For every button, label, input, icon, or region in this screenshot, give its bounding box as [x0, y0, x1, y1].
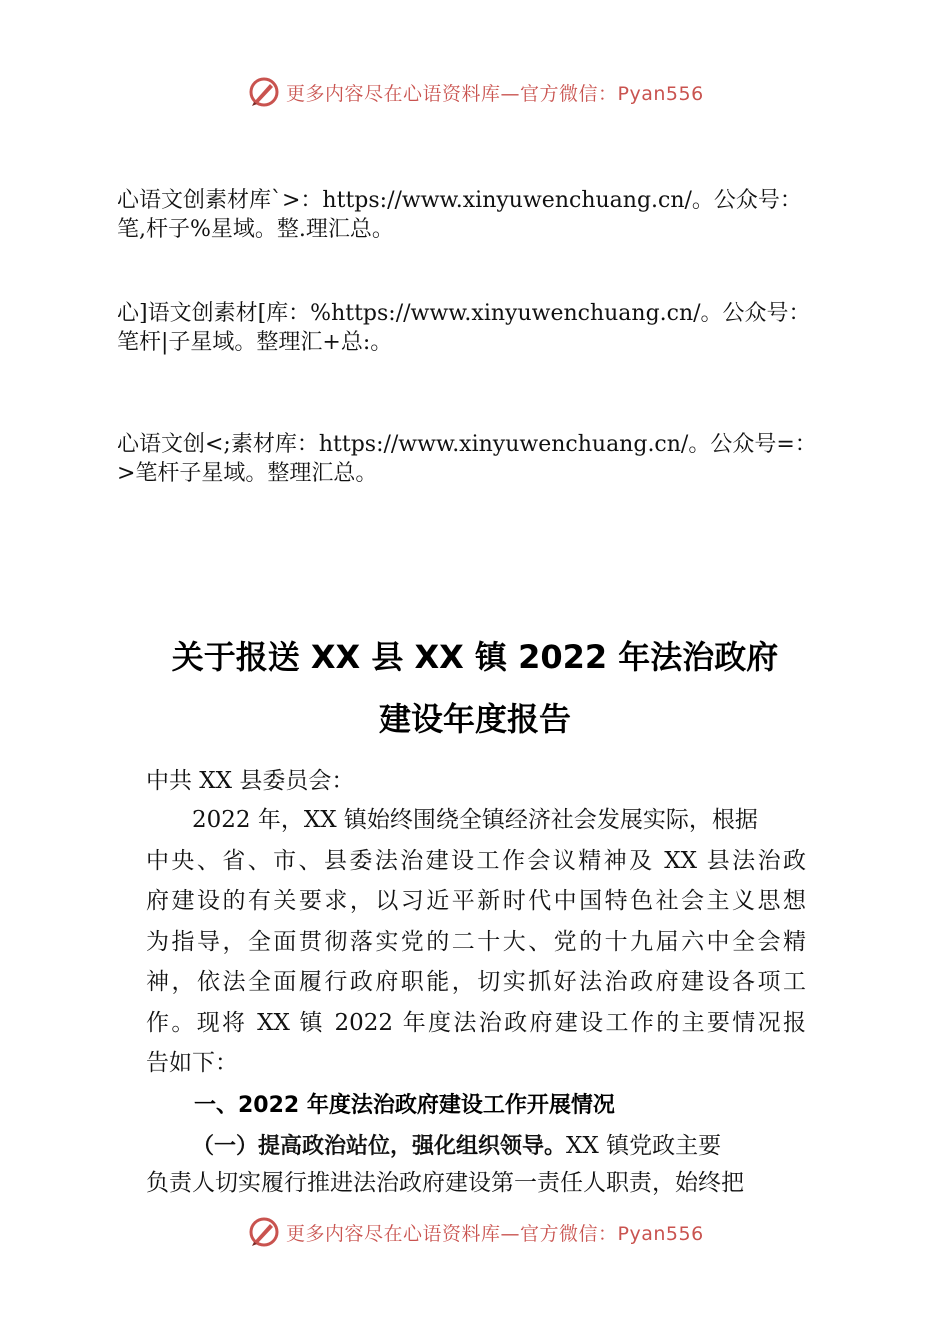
promo-line: 心语文创素材库`>：https://www.xinyuwenchuang.cn/。公众号： [117, 188, 802, 213]
banner-text: 更多内容尽在心语资料库—官方微信：Pyan556 [286, 82, 704, 105]
paragraph-line: 中央、省、市、县委法治建设工作会议精神及 XX 县法治政 [146, 847, 806, 874]
document-title-line-1: 关于报送 XX 县 XX 镇 2022 年法治政府 [171, 638, 779, 676]
paragraph-line: 神，依法全面履行政府职能，切实抓好法治政府建设各项工 [146, 969, 806, 995]
promo-line: >笔杆子星域。整理汇总。 [117, 461, 378, 486]
promo-block-3 [117, 430, 877, 488]
promo-block-2 [117, 299, 877, 357]
document-title-line-2: 建设年度报告 [378, 700, 571, 738]
footer-banner [248, 1214, 704, 1250]
addressee: 中共 XX 县委员会： [146, 768, 355, 794]
paragraph-line: 府建设的有关要求，以习近平新时代中国特色社会主义思想 [146, 888, 806, 914]
promo-line: 心]语文创素材[库：%https://www.xinyuwenchuang.cn/。公众号： [117, 301, 811, 326]
promo-block-1 [117, 186, 877, 244]
pen-logo-icon [248, 76, 280, 108]
subsection-text-line: 负责人切实履行推进法治政府建设第一责任人职责，始终把 [146, 1170, 744, 1196]
paragraph-line: 告如下： [146, 1050, 238, 1076]
paragraph-line: 作。现将 XX 镇 2022 年度法治政府建设工作的主要情况报 [146, 1009, 806, 1036]
paragraph-line: 为指导，全面贯彻落实党的二十大、党的十九届六中全会精 [146, 928, 806, 955]
pen-logo-icon [248, 1216, 280, 1248]
section-heading: 一、2022 年度法治政府建设工作开展情况 [194, 1093, 615, 1118]
promo-line: 笔杆|子星域。整理汇+总:。 [117, 330, 393, 355]
promo-line: 心语文创<;素材库：https://www.xinyuwenchuang.cn/。公众号=： [117, 432, 817, 457]
subsection-text: XX 镇党政主要 [566, 1133, 722, 1159]
subsection-paragraph [146, 1128, 806, 1201]
promo-line: 笔,杆子%星域。整.理汇总。 [117, 217, 394, 242]
paragraph-line: 2022 年，XX 镇始终围绕全镇经济社会发展实际，根据 [192, 807, 758, 833]
subsection-heading: （一）提高政治站位，强化组织领导。 [192, 1134, 567, 1159]
header-banner [248, 74, 704, 110]
body-paragraph [146, 800, 806, 1084]
banner-text: 更多内容尽在心语资料库—官方微信：Pyan556 [286, 1222, 704, 1245]
